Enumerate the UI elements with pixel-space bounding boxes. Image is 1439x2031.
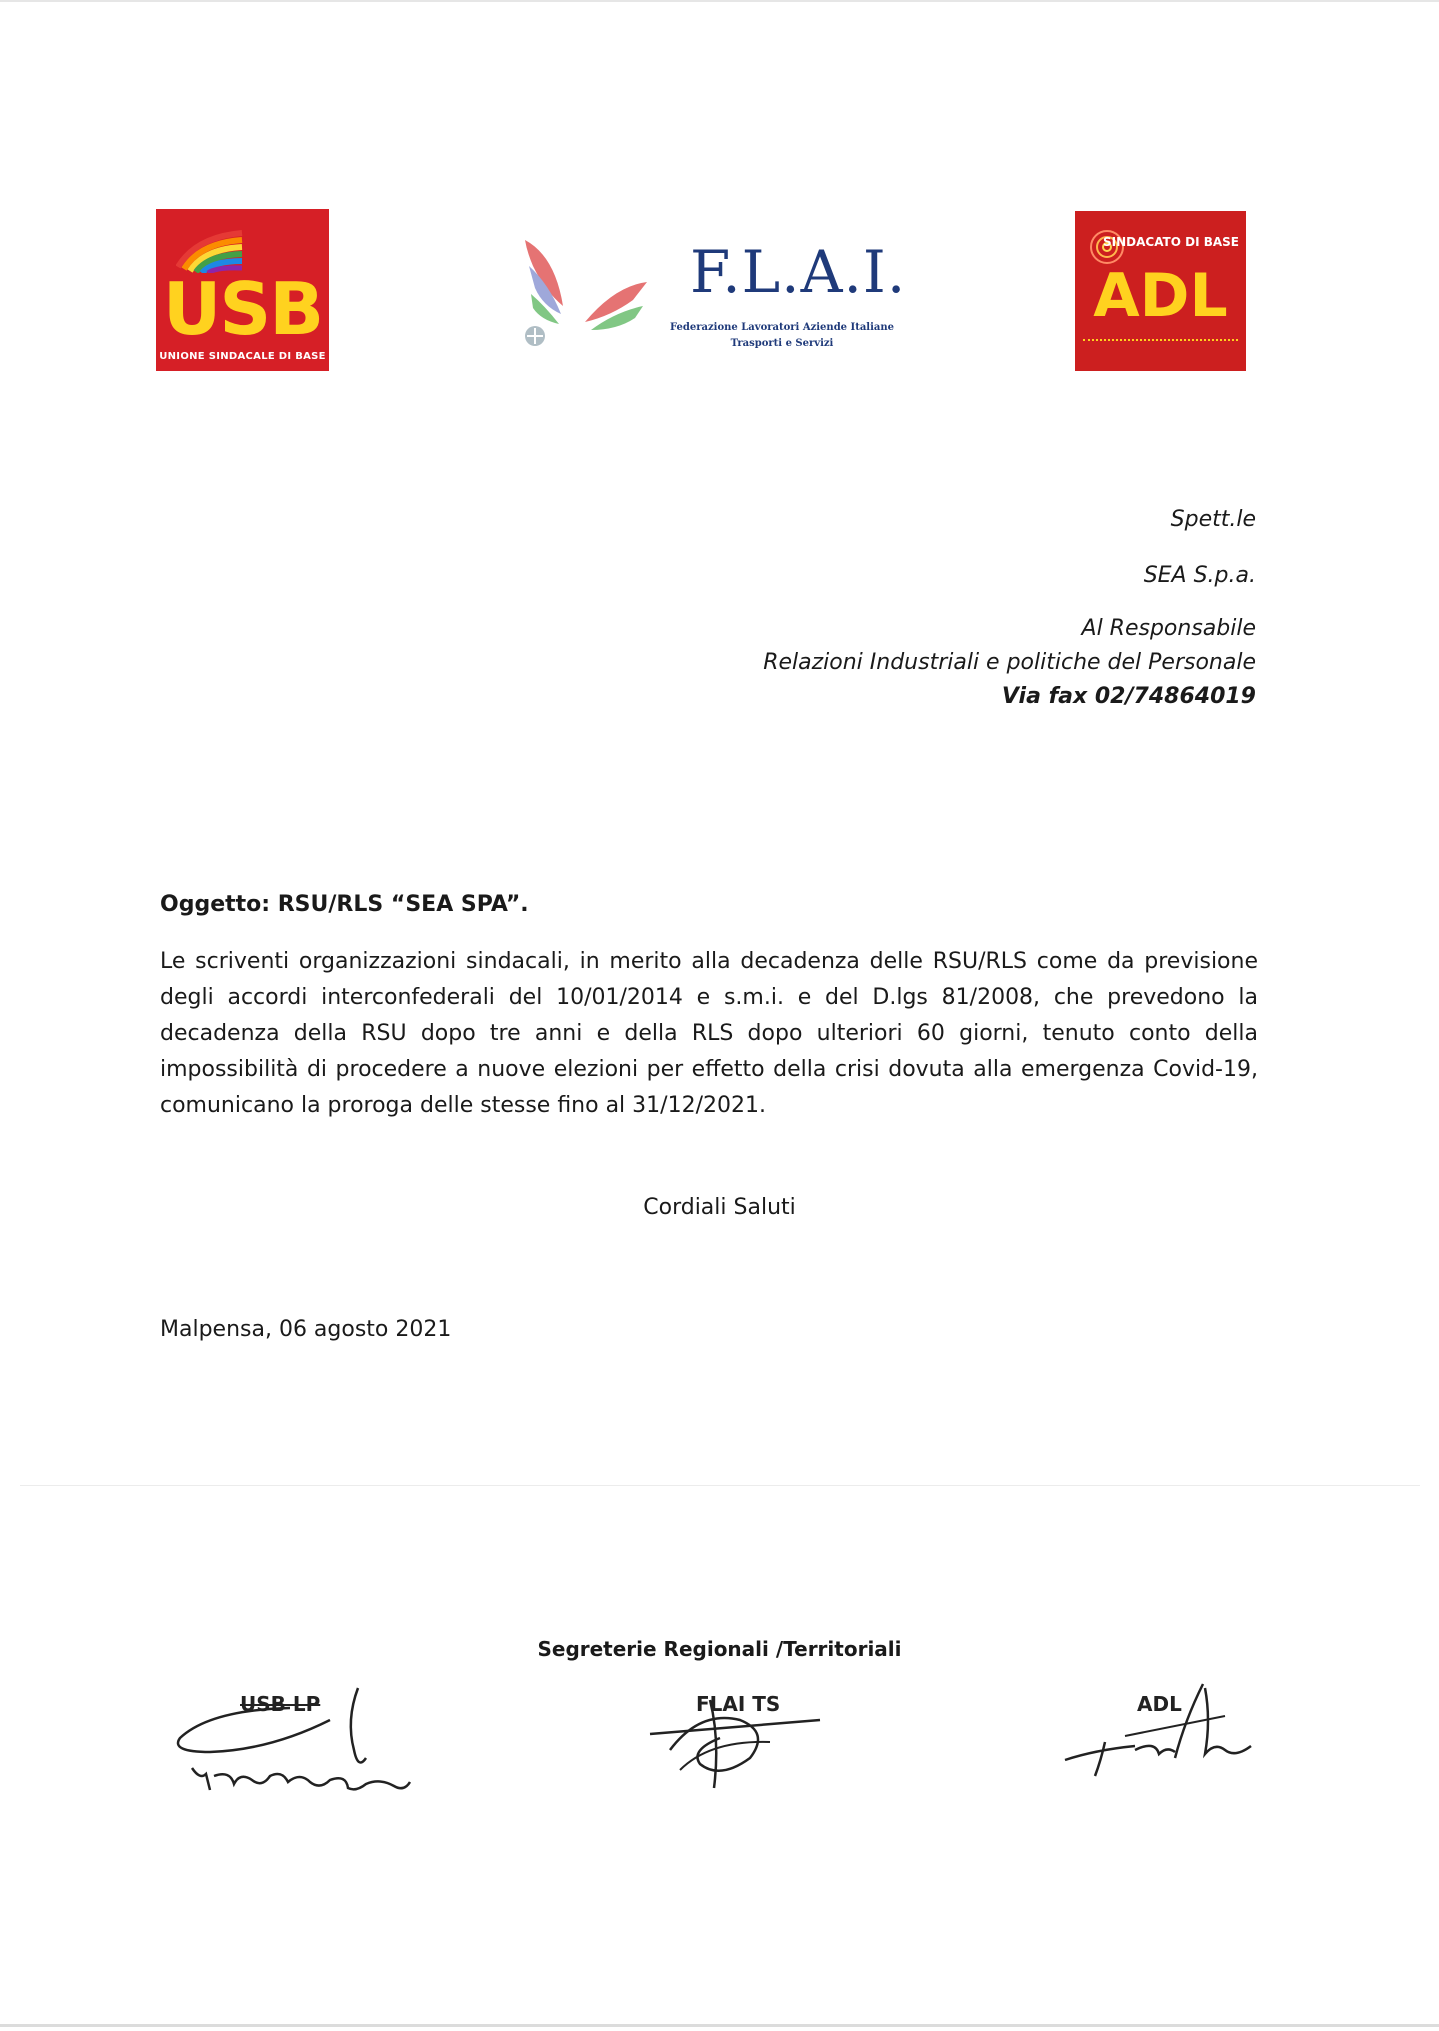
signatures-heading: Segreterie Regionali /Territoriali — [537, 1637, 902, 1661]
addressee-department: Relazioni Industriali e politiche del Personale — [763, 650, 1256, 675]
signature-label: ADL — [1137, 1692, 1182, 1716]
signature-flai-scribble-icon — [640, 1680, 840, 1800]
page-bottom-edge — [0, 2024, 1439, 2027]
flai-logo — [515, 236, 907, 356]
usb-logo — [156, 209, 329, 371]
adl-logo-text: ADL — [1093, 261, 1228, 331]
addressee-role: Al Responsabile — [1081, 616, 1256, 641]
flai-logo-subtitle: Federazione Lavoratori Aziende Italiane — [669, 322, 895, 333]
letter-subject: Oggetto: RSU/RLS “SEA SPA”. — [160, 892, 529, 917]
adl-logo-top: SINDACATO DI BASE — [1103, 235, 1240, 249]
divider — [20, 1485, 1420, 1486]
page-top-edge — [0, 0, 1439, 2]
flai-logo-subtitle-2: Trasporti e Servizi — [730, 338, 834, 349]
usb-logo-subtitle: UNIONE SINDACALE DI BASE — [159, 351, 326, 362]
signature-adl-scribble-icon — [1055, 1680, 1275, 1790]
flai-logo-text: F.L.A.I. — [690, 238, 907, 306]
adl-logo-underline — [1083, 339, 1238, 347]
signature-label: FLAI TS — [696, 1692, 781, 1716]
addressee-company: SEA S.p.a. — [1143, 563, 1256, 588]
place-date: Malpensa, 06 agosto 2021 — [160, 1317, 452, 1342]
signature-usb — [170, 1680, 430, 1800]
addressee-salutation: Spett.le — [1170, 507, 1256, 532]
letter-body: Le scriventi organizzazioni sindacali, in merito alla decadenza delle RSU/RLS come da previsione degli accordi interconfederali del 10/01/2014 e s.m.i. e del D.lgs 81/2008, che prevedono la decadenza della RSU dopo tre anni e della RLS dopo ulteriori 60 giorni, tenuto conto della impossibilità di procedere a nuove elezioni per effetto della crisi dovuta alla emergenza Covid-19, comunicano la proroga delle stesse fino al 31/12/2021. — [160, 949, 1258, 1118]
signature-usb-scribble-icon — [170, 1680, 430, 1800]
signature-flai — [640, 1680, 840, 1800]
flai-wings-icon — [515, 236, 655, 356]
letter-closing: Cordiali Saluti — [643, 1195, 796, 1220]
signature-label: USB LP — [240, 1692, 321, 1716]
addressee-fax: Via fax 02/74864019 — [1001, 684, 1256, 709]
usb-logo-text: USB — [162, 267, 323, 351]
adl-logo — [1075, 211, 1246, 371]
signature-adl — [1055, 1680, 1275, 1790]
